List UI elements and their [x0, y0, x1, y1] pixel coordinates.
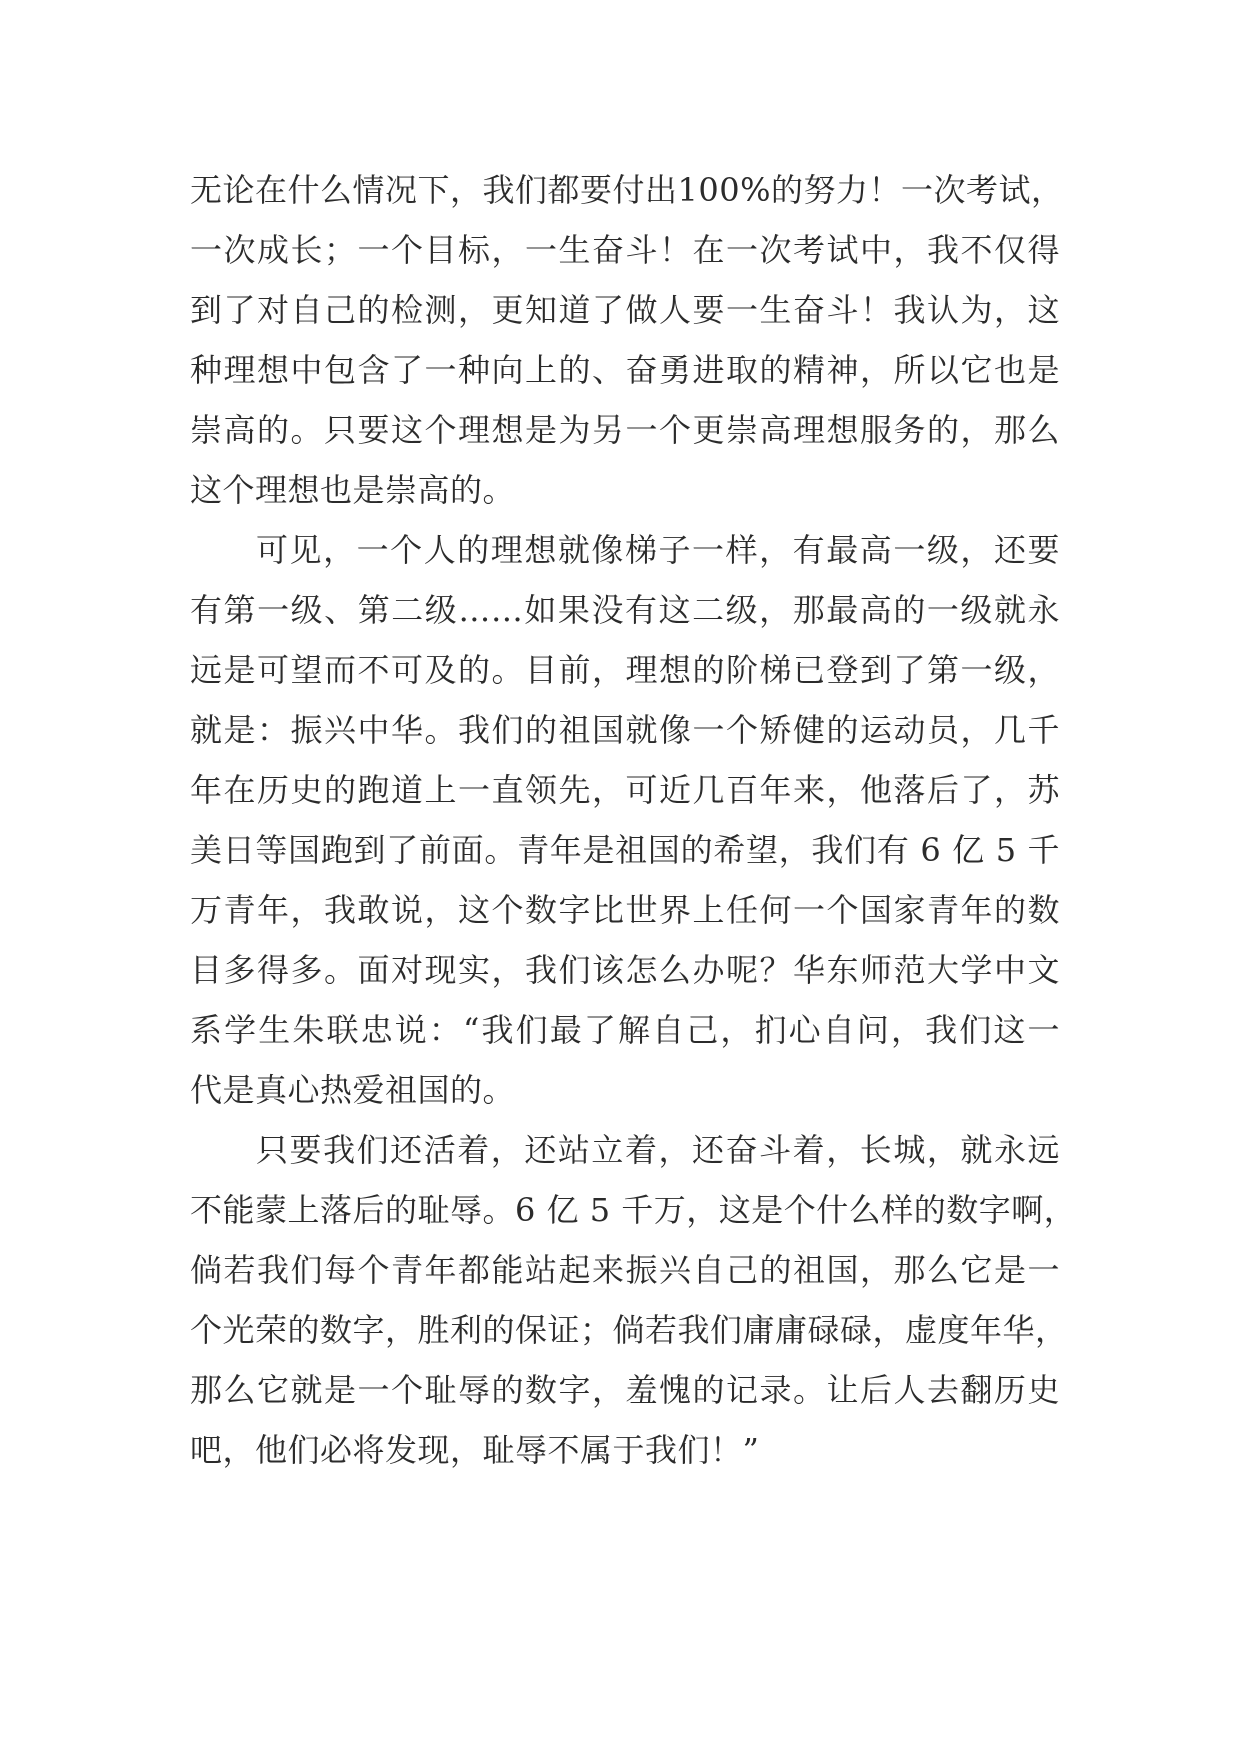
text-line: 代是真心热爱祖国的。	[190, 1071, 516, 1109]
paragraph-3	[190, 1120, 1077, 1480]
text-line: 到了对自己的检测，更知道了做人要一生奋斗！我认为，这	[190, 291, 1060, 329]
text-line: 无论在什么情况下，我们都要付出100%的努力！一次考试，	[190, 171, 1064, 209]
text-line: 不能蒙上落后的耻辱。6 亿 5 千万，这是个什么样的数字啊，	[190, 1191, 1077, 1229]
text-line: 那么它就是一个耻辱的数字，羞愧的记录。让后人去翻历史	[190, 1371, 1060, 1409]
text-line: 远是可望而不可及的。目前，理想的阶梯已登到了第一级，	[190, 651, 1060, 689]
text-line: 吧，他们必将发现，耻辱不属于我们！”	[190, 1431, 760, 1469]
text-line: 系学生朱联忠说：“我们最了解自己，扪心自问，我们这一	[190, 1011, 1060, 1049]
text-line: 这个理想也是崇高的。	[190, 471, 516, 509]
paragraph-1	[190, 160, 1064, 520]
text-line: 万青年，我敢说，这个数字比世界上任何一个国家青年的数	[190, 891, 1060, 929]
text-line: 种理想中包含了一种向上的、奋勇进取的精神，所以它也是	[190, 351, 1060, 389]
document-body	[190, 160, 1077, 1480]
text-line: 个光荣的数字，胜利的保证；倘若我们庸庸碌碌，虚度年华，	[190, 1311, 1068, 1349]
text-line: 目多得多。面对现实，我们该怎么办呢？华东师范大学中文	[190, 951, 1060, 989]
text-line: 有第一级、第二级……如果没有这二级，那最高的一级就永	[190, 591, 1060, 629]
text-line: 崇高的。只要这个理想是为另一个更崇高理想服务的，那么	[190, 411, 1060, 449]
text-line: 一次成长；一个目标，一生奋斗！在一次考试中，我不仅得	[190, 231, 1060, 269]
text-line: 美日等国跑到了前面。青年是祖国的希望，我们有 6 亿 5 千	[190, 831, 1060, 869]
text-line: 就是：振兴中华。我们的祖国就像一个矫健的运动员，几千	[190, 711, 1060, 749]
text-line: 可见，一个人的理想就像梯子一样，有最高一级，还要	[256, 531, 1060, 569]
text-line: 年在历史的跑道上一直领先，可近几百年来，他落后了，苏	[190, 771, 1060, 809]
paragraph-2	[190, 520, 1060, 1120]
text-line: 只要我们还活着，还站立着，还奋斗着，长城，就永远	[256, 1131, 1060, 1169]
text-line: 倘若我们每个青年都能站起来振兴自己的祖国，那么它是一	[190, 1251, 1060, 1289]
